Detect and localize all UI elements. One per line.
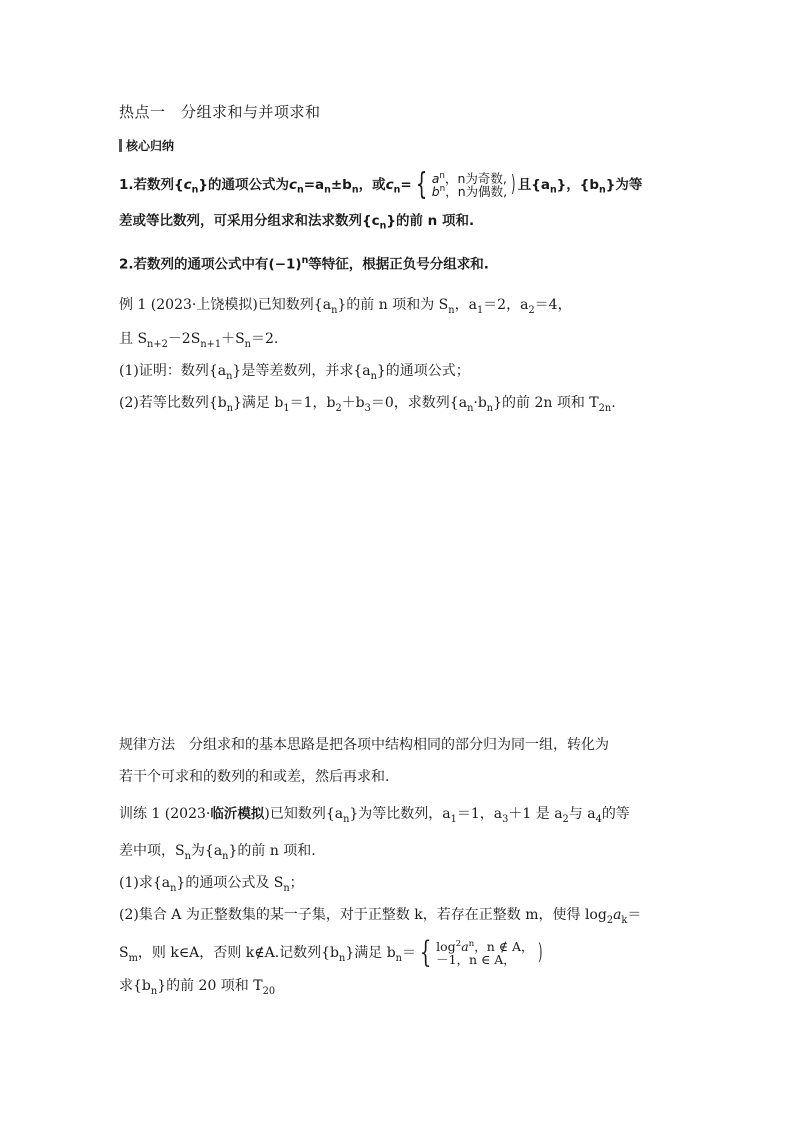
training-1-question-2-line-2: $S_m$，则 k∈A，否则 k∉A.记数列$\{b_n\}$满足 $b_n=$ { $\log^2a^n$，n ∉ A， －1，n ∈ A， ) xyxy=(119,938,544,968)
tag-label: 核心归纳 xyxy=(126,138,175,153)
example-1-line-1: 例 1 (2023·上饶模拟)已知数列$\{a_n\}$的前 n 项和为 $S_n$，$a_1=2$，$a_2=4$， xyxy=(119,297,572,316)
method-line-2: 若干个可求和的数列的和或差，然后再求和. xyxy=(119,769,390,785)
training-1-question-1: (1)求$\{a_n\}$的通项公式及 $S_n$； xyxy=(119,875,304,894)
training-1-question-2-line-3: 求$\{b_n\}$的前 20 项和 $T_{20}$ xyxy=(119,978,276,997)
example-1-question-2: (2)若等比数列$\{b_n\}$满足 $b_1=1$，$b_2+b_3=0$，求数列$\{a_n\cdot b_n\}$的前 2n 项和 $T_{2n}$. xyxy=(119,395,616,414)
case-even: $b^n$，n为偶数, xyxy=(431,184,508,200)
rule-2: 2.若数列的通项公式中有$(-1)^n$等特征，根据正负号分组求和. xyxy=(119,255,489,273)
example-1-question-1: (1)证明：数列$\{a_n\}$是等差数列，并求$\{a_n\}$的通项公式； xyxy=(119,363,470,382)
piecewise-b: { $\log^2a^n$，n ∉ A， －1，n ∈ A， ) xyxy=(419,935,543,970)
piecewise-c: { $a^n$，n为奇数, $b^n$，n为偶数, ) xyxy=(415,167,516,202)
training-1-line-1: 训练 1 (2023·临沂模拟)已知数列$\{a_n\}$为等比数列，$a_1=1$，$a_3+1$ 是 $a_2$与 $a_4$的等 xyxy=(119,806,630,825)
tag-bar xyxy=(119,139,122,152)
case-not-in-a: $\log^2a^n$，n ∉ A， xyxy=(436,938,534,954)
training-1-question-2-line-1: (2)集合 A 为正整数集的某一子集，对于正整数 k，若存在正整数 m，使得 $\log_2a_k=$ xyxy=(119,907,642,926)
rule-1-line-1: 1.若数列$\{c_n\}$的通项公式为$c_n=a_n\pm b_n$，或$c_n=$ { $a^n$，n为奇数, $b^n$，n为偶数, ) 且$\{a_n\}$，$\{b_n\}$为等 xyxy=(119,167,643,202)
section-tag xyxy=(119,139,174,152)
case-in-a: －1，n ∈ A， xyxy=(436,952,516,968)
example-1-line-2: 且 $S_{n+2}-2S_{n+1}+S_n=2$. xyxy=(119,331,279,350)
case-odd: $a^n$，n为奇数, xyxy=(431,170,507,186)
section-heading: 热点一 分组求和与并项求和 xyxy=(119,103,321,121)
method-line-1: 规律方法 分组求和的基本思路是把各项中结构相同的部分归为同一组，转化为 xyxy=(119,737,609,753)
method-label: 规律方法 xyxy=(119,737,175,753)
rule-1-line-2: 差或等比数列，可采用分组求和法求数列$\{c_n\}$的前 n 项和. xyxy=(119,213,475,232)
training-1-line-2: 差中项，$S_n$为$\{a_n\}$的前 n 项和. xyxy=(119,843,316,862)
